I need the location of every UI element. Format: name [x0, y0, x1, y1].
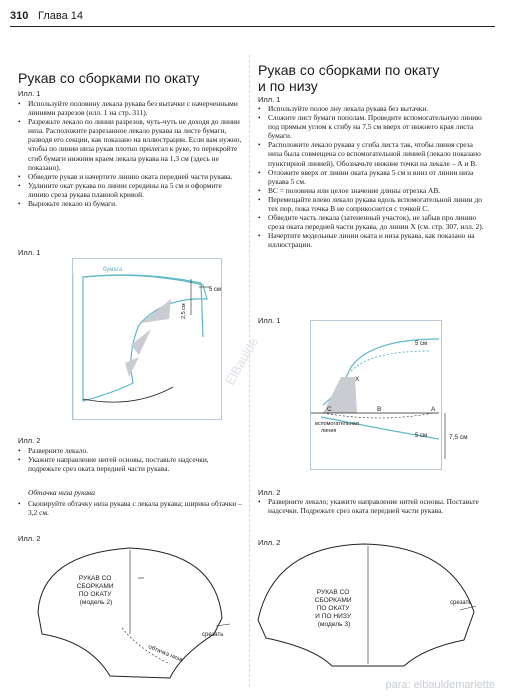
fig1-paper-label: бумага: [103, 267, 123, 273]
right-title: [258, 62, 488, 94]
list-item: • Используйте половину лекала рукава без вытачки с начерченными линиями разрезов (илл. 1 на стр. 311).: [18, 99, 243, 117]
point-b: B: [377, 406, 382, 413]
right-ill2-list: [258, 497, 488, 515]
fig2-label-line: СБОРКАМИ: [314, 597, 352, 604]
left-ill1-list: [18, 99, 243, 208]
list-item: • Скопируйте обтачку низа рукава с лекала рукава; ширина обтачки – 3,2 см.: [18, 499, 243, 517]
left-fig1: [72, 258, 222, 420]
list-item: • Разверните лекало; укажите направление нитей основы. Поставьте надсечки. Подрежьте срез оката передней части рукава.: [258, 497, 488, 515]
list-item: • Удлините окат рукава по линии середины на 5 см и оформите линию среза рукава плавной кривой.: [18, 181, 243, 199]
left-fig2-caption: Илл. 2: [18, 534, 41, 543]
list-item: • Перемещайте влево лекало рукава вдоль вспомогательной линии до тех пор, пока точка В не соприкоснется с точкой С.: [258, 195, 488, 213]
left-title: Рукав со сборками по окату: [18, 70, 200, 86]
left-fig1-drawing: [73, 259, 221, 419]
chapter-title: Глава 14: [38, 10, 84, 22]
fig2-label-line: РУКАВ СО: [316, 589, 350, 596]
fig2-label-line: (модель 2): [79, 599, 113, 606]
list-item: • Разрежьте лекало по линии разрезов, чуть-чуть не доходя до линии низа. Расположите разрезанное лекало рукава на листе бумаги, разводя его секции, как показано на иллюстрации. Если вам нужно, чтобы по линии низа рукав плотно прилегал к руке, то перекройте сгиб бумаги нижним краем лекала рукава на 1,3 см (здесь не показано).: [18, 117, 243, 172]
left-fig2: [20, 538, 245, 688]
fig2-label-line: ПО ОКАТУ: [316, 605, 350, 612]
fig2-label-line: ПО ОКАТУ: [78, 591, 112, 598]
right-ill2-label: Илл. 2: [258, 488, 281, 497]
right-fig1-drawing: [311, 321, 491, 469]
watermark: ElBaulde: [222, 334, 262, 388]
left-ill2-label: Илл. 2: [18, 436, 41, 445]
list-item: • Вырежьте лекало из бумаги.: [18, 199, 243, 208]
svg-text:РУКАВ СО СБОРКАМИ ПО О: [315, 589, 354, 628]
svg-text:РУКАВ СО СБОРКАМИ ПО О: [77, 575, 116, 606]
list-item: • Расположите лекало рукава у сгиба листа так, чтобы линия среза низа была совмещена со вспомогательной линией (лекало показано пунктирной линией). Обозначьте нижние точки на лекале – А и В.: [258, 140, 488, 167]
fig2-cut: срезать: [450, 600, 472, 606]
fig2-label-line: И ПО НИЗУ: [315, 613, 352, 620]
left-fig1-caption: Илл. 1: [18, 248, 41, 257]
svg-text:вспомогательная линия: [315, 421, 360, 434]
left-ill2-list: [18, 446, 243, 473]
list-item: • ВС = половина или целое значение длины отрезка АВ.: [258, 186, 488, 195]
fig1-measure-5: 5 см: [209, 287, 221, 293]
right-fig2: [254, 540, 494, 670]
left-ill2b-list: [18, 499, 243, 517]
aux-line-label: линия: [321, 428, 337, 434]
list-item: • Обведите часть лекала (затененный участок), не забыв про линию среза оката передней части рукава, до линии Х (см. стр. 307, илл. 2).: [258, 213, 488, 231]
footer-credit: para: elbauldemariette: [385, 679, 495, 691]
fig2-label-line: СБОРКАМИ: [76, 583, 114, 590]
list-item: • Обведите рукав и начертите линию оката передней части рукава.: [18, 172, 243, 181]
header-rule: [10, 26, 495, 27]
point-x: X: [355, 376, 360, 383]
point-c: C: [327, 406, 332, 413]
right-title-line1: Рукав со сборками по окату: [258, 62, 440, 78]
list-item: • Разверните лекало.: [18, 446, 243, 455]
page-number: 310: [10, 10, 29, 22]
right-fig1-caption: Илл. 1: [258, 316, 281, 325]
column-divider: [249, 55, 250, 687]
left-subheading: Обтачка низа рукава: [28, 488, 95, 497]
list-item: • Начертите модельные линии оката и низа рукава, как показано на иллюстрации.: [258, 231, 488, 249]
list-item: • Отложите вверх от линии оката рукава 5 см и вниз от линии низа рукава 5 см.: [258, 168, 488, 186]
right-fig1: [310, 320, 468, 470]
measure-5-bottom: 5 см: [415, 433, 428, 439]
point-a: A: [431, 406, 436, 413]
right-ill1-label: Илл. 1: [258, 95, 281, 104]
measure-75: 7,5 см: [449, 434, 468, 441]
right-title-line2: и по низу: [258, 78, 318, 94]
fig2-label-line: (модель 3): [317, 621, 351, 628]
fig2-label-line: РУКАВ СО: [78, 575, 112, 582]
fig2-facing: обтачка низа: [147, 644, 184, 664]
list-item: • Сложите лист бумаги пополам. Проведите вспомогательную линию под прямым углом к сгибу на 7,5 см вверх от нижнего края листа бумаги.: [258, 113, 488, 140]
measure-5-top: 5 см: [415, 341, 428, 347]
list-item: • Укажите направление нитей основы, поставьте надсечки, подрежьте срез оката передней части рукава.: [18, 455, 243, 473]
fig1-measure-25: 2,5 см: [181, 303, 187, 319]
aux-line-label: вспомогательная: [315, 421, 359, 427]
left-ill1-label: Илл. 1: [18, 89, 41, 98]
list-item: • Используйте полое лну лекала рукава без вытачки.: [258, 104, 488, 113]
fig2-cut: срезать: [202, 632, 224, 638]
right-fig2-caption: Илл. 2: [258, 538, 281, 547]
right-ill1-list: [258, 104, 488, 250]
